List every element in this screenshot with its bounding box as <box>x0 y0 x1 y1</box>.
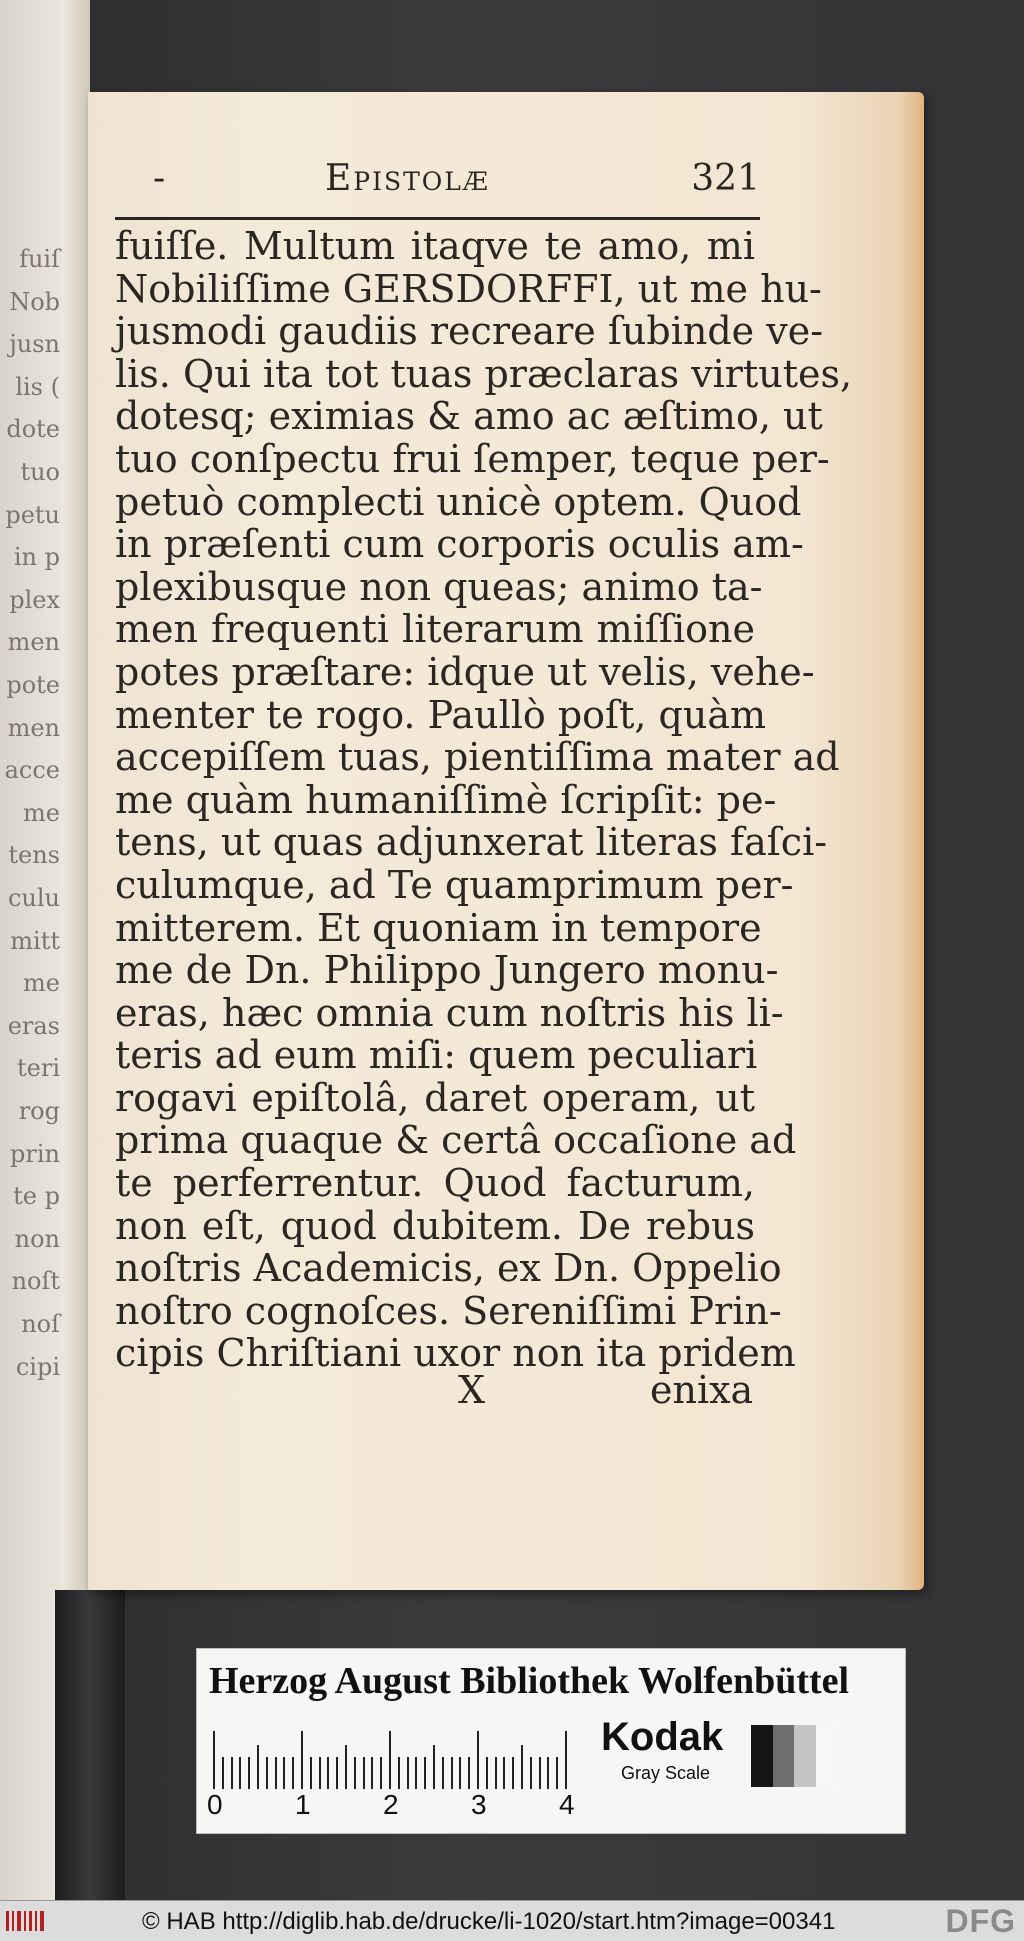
text-line: Nobiliſſime GERSDORFFI, ut me hu- <box>115 266 822 311</box>
gray-swatch <box>773 1725 795 1787</box>
previous-page-fragment: men <box>7 713 60 742</box>
ruler-tick <box>310 1757 312 1789</box>
previous-page-fragment: dote <box>6 415 60 444</box>
text-line: menter te rogo. Paullò poſt, quàm <box>115 692 767 737</box>
ruler-tick <box>380 1757 382 1789</box>
ruler-tick <box>468 1757 470 1789</box>
ruler-tick <box>503 1757 505 1789</box>
previous-page-fragment: me <box>23 969 60 998</box>
ruler-tick <box>266 1757 268 1789</box>
ruler-tick <box>398 1757 400 1789</box>
hab-barcode-icon <box>6 1909 48 1933</box>
ruler-tick <box>486 1757 488 1789</box>
ruler-tick <box>459 1757 461 1789</box>
previous-page-fragment: lis ( <box>15 372 60 401</box>
ruler-tick <box>327 1757 329 1789</box>
signature-mark: X <box>458 1368 486 1412</box>
ruler-tick <box>222 1757 224 1789</box>
text-line: in præſenti cum corporis oculis am- <box>115 522 804 567</box>
viewer-footer <box>0 1900 1024 1941</box>
gray-swatch <box>816 1725 838 1787</box>
text-line: mitterem. Et quoniam in tempore <box>115 905 762 950</box>
ruler-tick <box>213 1731 215 1789</box>
text-line: me de Dn. Philippo Jungero monu- <box>115 948 779 993</box>
ruler-tick <box>336 1757 338 1789</box>
ruler-tick <box>371 1757 373 1789</box>
source-url[interactable]: © HAB http://diglib.hab.de/drucke/li-1020/start.htm?image=00341 <box>142 1908 836 1935</box>
text-line: rogavi epiſtolâ, daret operam, ut <box>115 1075 755 1120</box>
ruler-tick <box>239 1757 241 1789</box>
ruler-tick <box>345 1745 347 1789</box>
ruler-tick <box>275 1757 277 1789</box>
header-mark: - <box>153 158 166 199</box>
ruler-tick <box>407 1757 409 1789</box>
book-spine <box>55 1590 125 1900</box>
text-line: tuo conſpectu frui ſemper, teque per- <box>115 436 830 481</box>
text-line: men frequenti literarum miſſione <box>115 607 755 652</box>
dfg-logo: DFG <box>945 1903 1016 1939</box>
ruler-tick <box>354 1757 356 1789</box>
previous-page-fragment: culu <box>7 884 60 912</box>
text-line: te perferrentur. Quod facturum, <box>115 1161 755 1206</box>
text-line: potes præſtare: idque ut velis, vehe- <box>115 649 815 694</box>
ruler-number: 0 <box>207 1789 223 1820</box>
previous-page-fragment: plex <box>9 585 60 614</box>
ruler-number: 2 <box>383 1789 399 1820</box>
previous-page-fragment: Nob <box>9 287 60 316</box>
text-line: culumque, ad Te quamprimum per- <box>115 862 794 907</box>
ruler-tick <box>319 1757 321 1789</box>
institution-name: Herzog August Bibliothek Wolfenbüttel <box>209 1660 850 1702</box>
previous-page-fragment: non <box>14 1224 60 1253</box>
previous-page-fragment: tens <box>8 841 60 870</box>
text-line: tens, ut quas adjunxerat literas faſci- <box>115 820 828 865</box>
ruler-tick <box>565 1731 567 1789</box>
ruler-tick <box>495 1757 497 1789</box>
text-line: prima quaque & certâ occaſione ad <box>115 1118 797 1163</box>
previous-page-fragment: te p <box>13 1182 60 1211</box>
text-line: cipis Chriſtiani uxor non ita pridem <box>115 1331 796 1376</box>
previous-page-fragment: me <box>23 798 60 827</box>
ruler-tick <box>248 1757 250 1789</box>
previous-page-fragment: rog <box>18 1097 60 1125</box>
text-line: fuiſſe. Multum itaqve te amo, mi <box>115 224 755 268</box>
catchword: enixa <box>650 1368 754 1412</box>
ruler-tick <box>415 1757 417 1789</box>
running-title: Epistolæ <box>325 158 490 199</box>
previous-page-fragment: eras <box>7 1011 60 1040</box>
text-line: petuò complecti unicè optem. Quod <box>115 479 802 524</box>
text-line: lis. Qui ita tot tuas præclaras virtutes, <box>115 351 853 396</box>
text-line: plexibusque non queas; animo ta- <box>115 564 763 609</box>
header-rule <box>115 217 760 220</box>
text-line: dotesq; eximias & amo ac æſtimo, ut <box>115 394 823 439</box>
ruler-tick <box>556 1757 558 1789</box>
ruler-tick <box>477 1731 479 1789</box>
ruler-number: 1 <box>295 1789 311 1820</box>
ruler-tick <box>424 1757 426 1789</box>
previous-page-fragment: teri <box>17 1054 60 1083</box>
ruler-tick <box>283 1757 285 1789</box>
previous-page-fragment: prin <box>10 1139 60 1168</box>
text-line: me quàm humaniſſimè ſcripſit: pe- <box>115 777 777 822</box>
gray-swatch <box>794 1725 816 1787</box>
previous-page-fragment: tuo <box>20 458 60 486</box>
gray-swatch <box>751 1725 773 1787</box>
ruler-tick <box>433 1745 435 1789</box>
ruler-number: 4 <box>559 1789 575 1820</box>
previous-page-fragment: petu <box>5 500 60 529</box>
ruler-tick <box>512 1757 514 1789</box>
text-line: noſtro cognoſces. Sereniſſimi Prin- <box>115 1288 782 1333</box>
ruler-tick <box>257 1745 259 1789</box>
gray-scale-label: Gray Scale <box>621 1763 711 1783</box>
text-line: teris ad eum miſi: quem peculiari <box>115 1033 758 1078</box>
ruler-number: 3 <box>471 1789 487 1820</box>
previous-page-fragment: in p <box>13 543 60 572</box>
previous-page-fragment: men <box>7 628 60 657</box>
previous-page-fragment: acce <box>4 756 60 785</box>
library-color-card <box>196 1648 906 1834</box>
text-line: accepiſſem tuas, pientiſſima mater ad <box>115 735 840 780</box>
ruler-tick <box>521 1745 523 1789</box>
ruler-tick <box>442 1757 444 1789</box>
text-line: eras, hæc omnia cum noſtris his li- <box>115 990 784 1035</box>
previous-page-fragment: jusn <box>9 330 60 359</box>
previous-page-fragment: cipi <box>15 1352 60 1381</box>
ruler-tick <box>530 1757 532 1789</box>
previous-page-fragment: fuiſ <box>19 245 60 273</box>
kodak-logo: Kodak <box>601 1715 724 1759</box>
previous-page-fragment: mitt <box>10 926 60 955</box>
body-text <box>115 224 853 1376</box>
ruler-tick <box>292 1757 294 1789</box>
previous-page-fragment: noſt <box>11 1267 60 1296</box>
ruler-tick <box>363 1757 365 1789</box>
ruler-tick <box>539 1757 541 1789</box>
text-line: jusmodi gaudiis recreare ſubinde ve- <box>115 309 824 354</box>
ruler-tick <box>547 1757 549 1789</box>
text-line: noſtris Academicis, ex Dn. Oppelio <box>115 1246 782 1291</box>
ruler-tick <box>451 1757 453 1789</box>
page-header <box>150 158 760 208</box>
ruler-tick <box>389 1731 391 1789</box>
previous-page-fragment: noſ <box>21 1310 60 1338</box>
scale-ruler <box>213 1729 573 1789</box>
ruler-tick <box>301 1731 303 1789</box>
gray-swatches <box>751 1725 837 1787</box>
text-line: non eſt, quod dubitem. De rebus <box>115 1203 755 1248</box>
previous-page-fragment: pote <box>6 671 60 699</box>
ruler-tick <box>231 1757 233 1789</box>
page-number: 321 <box>691 158 760 199</box>
